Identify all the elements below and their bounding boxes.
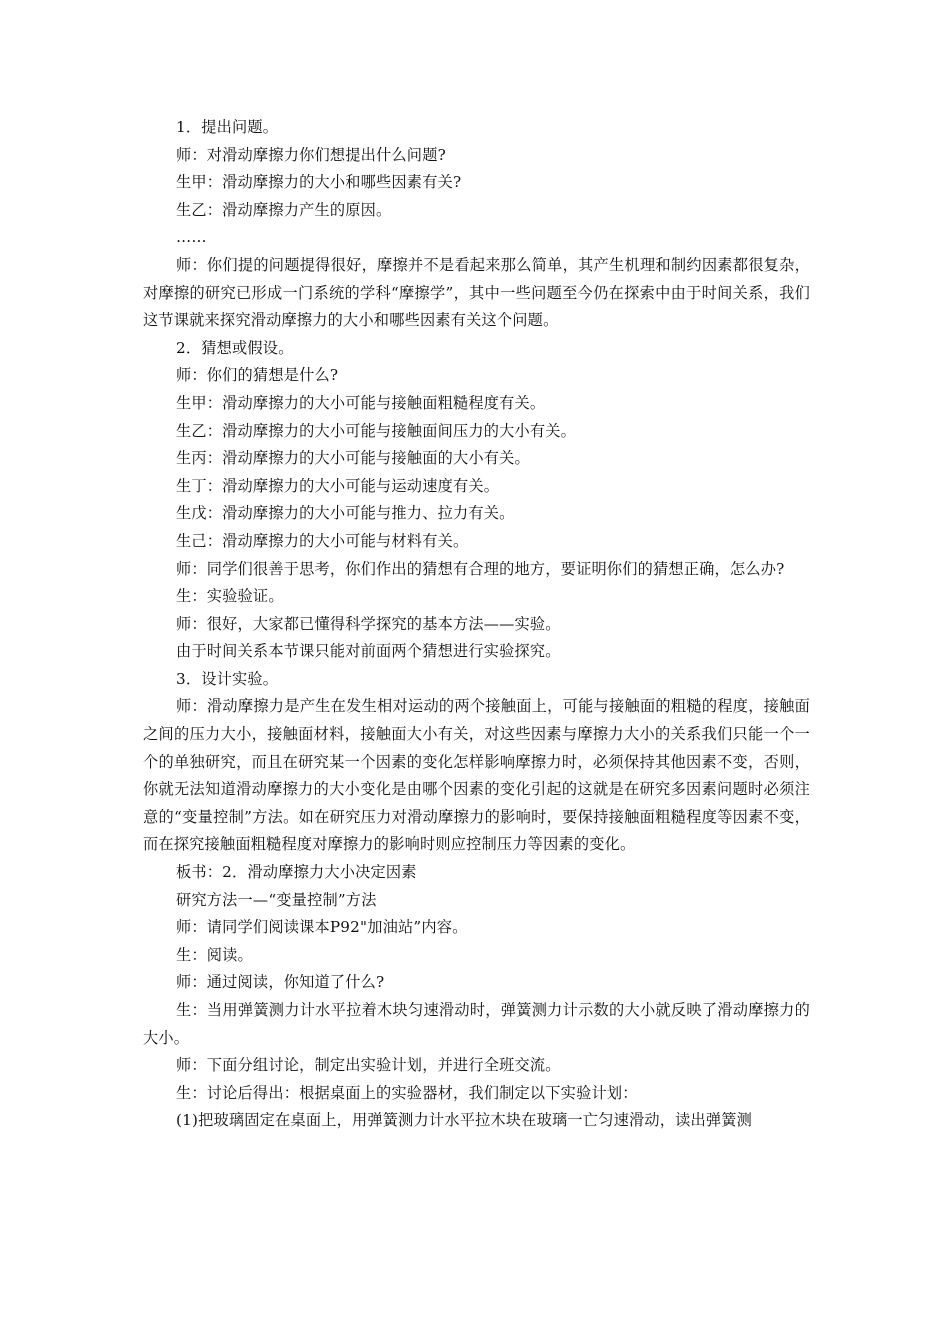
paragraph: 板书：2．滑动摩擦力大小决定因素 [176,863,417,882]
paragraph: 生乙：滑动摩擦力产生的原因。 [176,200,392,219]
paragraph: 生甲：滑动摩擦力的大小和哪些因素有关? [176,173,462,192]
paragraph: 生丁：滑动摩擦力的大小可能与运动速度有关。 [176,476,500,495]
paragraph: 3．设计实验。 [176,669,279,688]
paragraph: 师：对滑动摩擦力你们想提出什么问题? [176,145,446,164]
paragraph: 研究方法一—“变量控制”方法 [176,890,377,909]
paragraph: 师：下面分组讨论，制定出实验计划，并进行全班交流。 [176,1056,561,1075]
paragraph: 生甲：滑动摩擦力的大小可能与接触面粗糙程度有关。 [176,393,546,412]
paragraph: 1．提出问题。 [176,118,279,136]
paragraph: 师：滑动摩擦力是产生在发生相对运动的两个接触面上，可能与接触面的粗糙的程度，接触面之间的压力大小，接触面材料，接触面大小有关，对这些因素与摩擦力大小的关系我们只能一个一个的单独研究，而且在研究某一个因素的变化怎样影响摩擦力时，必须保持其他因素不变，否则，你就无法知道滑动摩擦力的大小变化是由哪个因素的变化引起的这就是在研究多因素问题时必须注意的“变量控制”方法。如在研究压力对滑动摩擦力的影响时，要保持接触面粗糙程度等因素不变，而在探究接触面粗糙程度对摩擦力的影响时则应控制压力等因素的变化。 [143,697,810,854]
paragraph: …… [176,228,207,247]
paragraph: 生戊：滑动摩擦力的大小可能与推力、拉力有关。 [176,504,515,523]
paragraph: 由于时间关系本节课只能对前面两个猜想进行实验探究。 [176,642,561,661]
paragraph: 2．猜想或假设。 [176,338,294,357]
paragraph: 师：你们的猜想是什么? [176,366,339,385]
paragraph: 生：当用弹簧测力计水平拉着木块匀速滑动时，弹簧测力计示数的大小就反映了滑动摩擦力的大小。 [143,1001,810,1047]
paragraph: 生：讨论后得出：根据桌面上的实验器材，我们制定以下实验计划： [176,1083,638,1102]
paragraph: (1)把玻璃固定在桌面上，用弹簧测力计水平拉木块在玻璃一亡匀速滑动，读出弹簧测 [176,1111,753,1130]
paragraph: 生：实验验证。 [176,587,284,606]
paragraph: 生乙：滑动摩擦力的大小可能与接触面间压力的大小有关。 [176,421,577,440]
paragraph: 师：请同学们阅读课本P92"加油站”内容。 [176,918,468,937]
paragraph: 师：同学们很善于思考，你们作出的猜想有合理的地方，要证明你们的猜想正确，怎么办? [176,559,785,578]
paragraph: 师：很好，大家都已懂得科学探究的基本方法——实验。 [176,614,561,633]
document-body [143,114,810,1135]
paragraph: 师：通过阅读，你知道了什么? [176,973,385,992]
paragraph: 生：阅读。 [176,945,253,964]
paragraph: 生己：滑动摩擦力的大小可能与材料有关。 [176,531,469,550]
paragraph: 师：你们提的问题提得很好，摩擦并不是看起来那么简单，其产生机理和制约因素都很复杂，对摩擦的研究已形成一门系统的学科“摩擦学”，其中一些问题至今仍在探索中由于时间关系，我们这节课就来探究滑动摩擦力的大小和哪些因素有关这个问题。 [143,255,810,330]
paragraph: 生丙：滑动摩擦力的大小可能与接触面的大小有关。 [176,449,530,468]
